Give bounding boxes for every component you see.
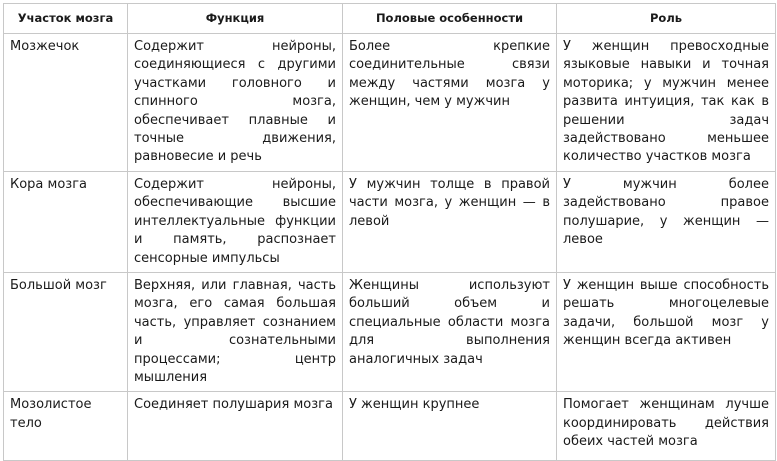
cell-sex-features: У мужчин толще в правой части мозга, у женщин — в левой bbox=[343, 172, 557, 273]
cell-area: Мозолистое тело bbox=[4, 392, 128, 461]
cell-role: У женщин превосходные языковые навыки и точная моторика; у мужчин менее развита интуиция, так как в решении задач задействовано меньшее количество участков мозга bbox=[557, 34, 776, 172]
cell-sex-features: Женщины используют больший объем и специальные области мозга для выполнения аналогичных задач bbox=[343, 273, 557, 392]
header-role: Роль bbox=[557, 4, 776, 34]
cell-function: Содержит нейроны, обеспечивающие высшие интеллектуальные функции и память, распознает сенсорные импульсы bbox=[128, 172, 343, 273]
table-header bbox=[4, 4, 776, 34]
table-row bbox=[4, 273, 776, 392]
table-body bbox=[4, 34, 776, 461]
cell-role: У мужчин более задействовано правое полушарие, у женщин — левое bbox=[557, 172, 776, 273]
cell-area: Кора мозга bbox=[4, 172, 128, 273]
cell-function: Содержит нейроны, соединяющиеся с другими участками головного и спинного мозга, обеспечивает плавные и точные движения, равновесие и речь bbox=[128, 34, 343, 172]
table-row bbox=[4, 172, 776, 273]
header-area: Участок мозга bbox=[4, 4, 128, 34]
cell-area: Мозжечок bbox=[4, 34, 128, 172]
brain-areas-table bbox=[3, 3, 776, 461]
table-row bbox=[4, 392, 776, 461]
cell-role: Помогает женщинам лучше координировать действия обеих частей мозга bbox=[557, 392, 776, 461]
cell-area: Большой мозг bbox=[4, 273, 128, 392]
cell-sex-features: Более крепкие соединительные связи между частями мозга у женщин, чем у мужчин bbox=[343, 34, 557, 172]
header-sex-features: Половые особенности bbox=[343, 4, 557, 34]
cell-function: Верхняя, или главная, часть мозга, его самая большая часть, управляет сознанием и сознательными процессами; центр мышления bbox=[128, 273, 343, 392]
header-function: Функция bbox=[128, 4, 343, 34]
cell-sex-features: У женщин крупнее bbox=[343, 392, 557, 461]
cell-function: Соединяет полушария мозга bbox=[128, 392, 343, 461]
table-row bbox=[4, 34, 776, 172]
cell-role: У женщин выше способность решать многоцелевые задачи, большой мозг у женщин всегда активен bbox=[557, 273, 776, 392]
header-row bbox=[4, 4, 776, 34]
